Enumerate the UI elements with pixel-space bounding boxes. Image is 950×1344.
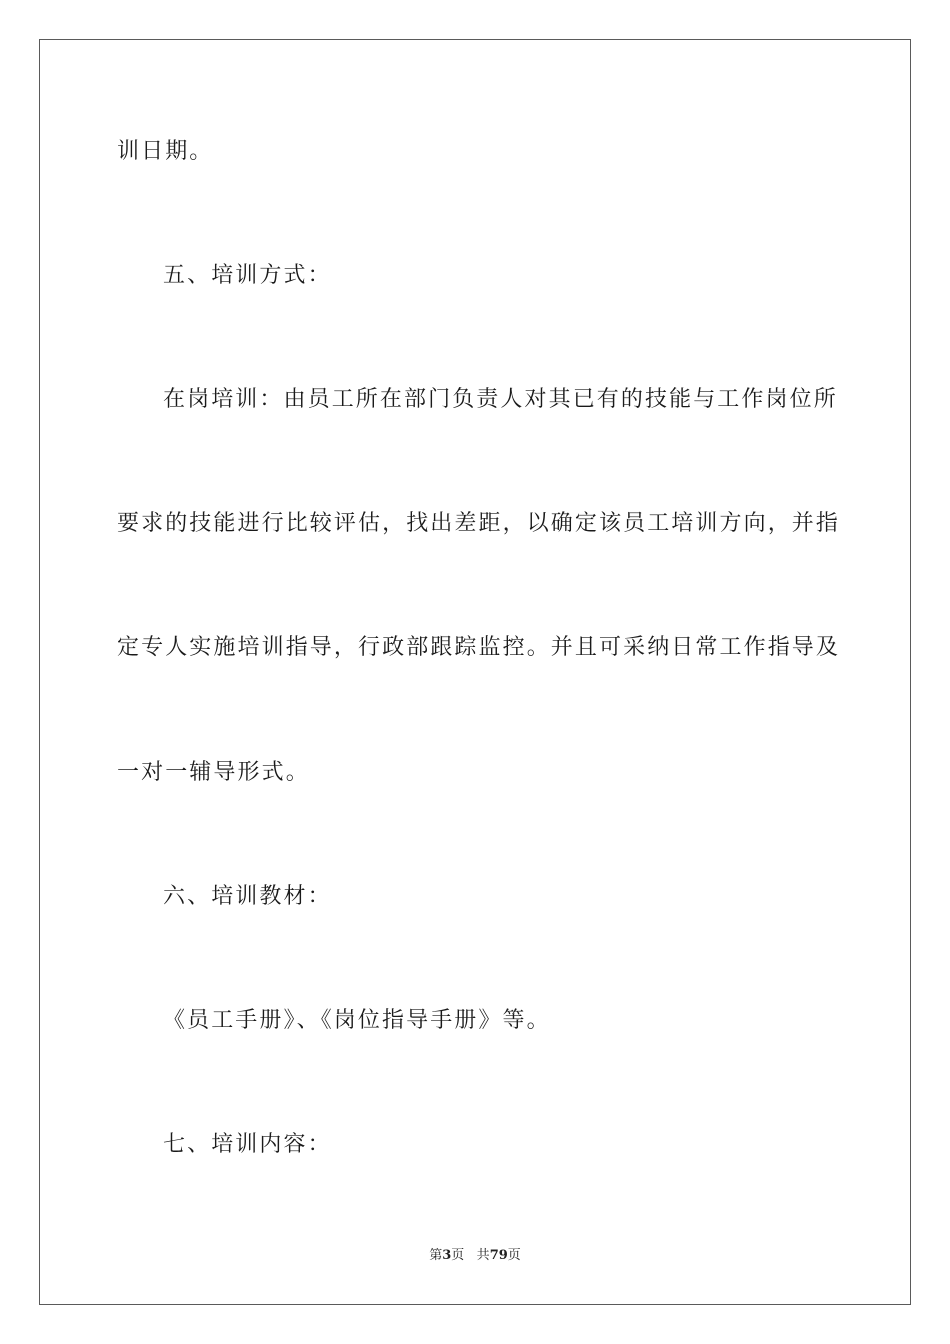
footer-page-number: 3 [442,1248,452,1263]
footer-total-suffix: 页 [507,1248,521,1263]
paragraph-line: 要求的技能进行比较评估，找出差距，以确定该员工培训方向，并指 [117,511,841,536]
section-heading-training-method: 五、培训方式： [163,263,332,288]
section-heading-training-content: 七、培训内容： [163,1132,332,1157]
paragraph-line: 在岗培训：由员工所在部门负责人对其已有的技能与工作岗位所 [163,387,838,412]
footer-total-prefix: 共 [476,1248,490,1263]
paragraph-line: 定专人实施培训指导，行政部跟踪监控。并且可采纳日常工作指导及 [117,635,841,660]
page-border [39,39,911,1305]
footer-page-prefix: 第 [429,1248,443,1263]
footer-total-pages: 79 [489,1248,508,1263]
section-heading-training-materials: 六、培训教材： [163,884,332,909]
paragraph-line: 《员工手册》、《岗位指导手册》等。 [163,1008,551,1033]
footer-page-suffix: 页 [451,1248,465,1263]
paragraph-continuation: 训日期。 [117,139,214,164]
page-footer [0,1246,950,1266]
paragraph-line: 一对一辅导形式。 [117,760,310,785]
